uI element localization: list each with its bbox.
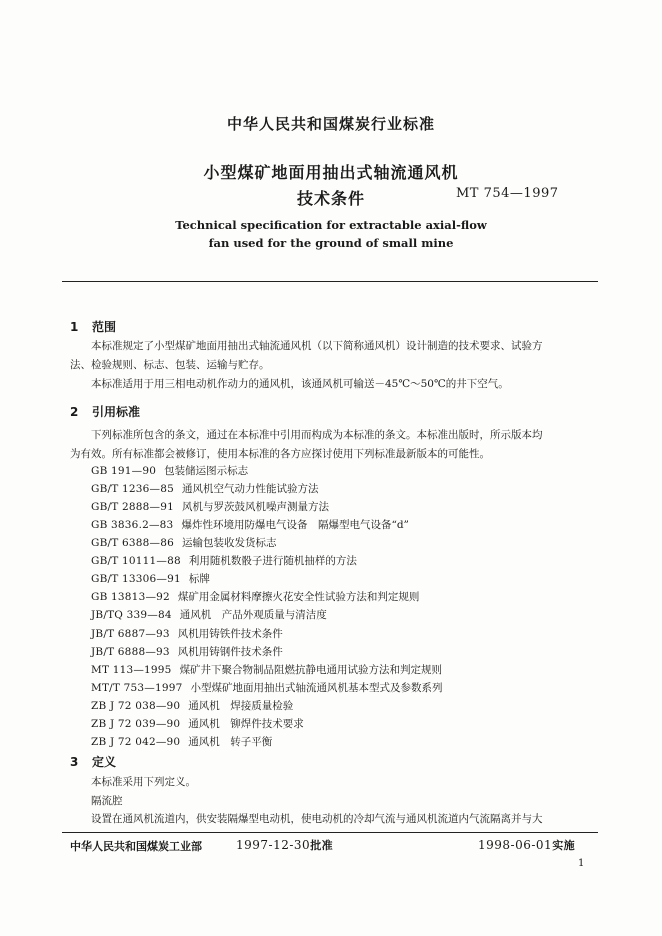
reference-title: 通风机 焊接质量检验 [188,699,294,712]
reference-title: 通风机 转子平衡 [188,735,273,748]
paragraph-line: 本标准规定了小型煤矿地面用抽出式轴流通风机（以下简称通风机）设计制造的技术要求、试验方 [91,340,543,352]
reference-item [91,517,409,532]
reference-item [91,481,318,496]
reference-item [91,644,283,659]
standard-number: MT 754—1997 [456,186,559,201]
section-2-paragraph-1-cont [70,445,598,464]
section-title: 范围 [92,320,117,334]
reference-item [91,662,442,677]
document-title-line1: 小型煤矿地面用抽出式轴流通风机 [203,163,459,182]
definition-text [70,810,598,829]
term-label: 隔流腔 [91,795,123,807]
reference-item [91,734,272,749]
reference-item [91,698,293,713]
section-number: 3 [70,755,79,769]
reference-code: MT 113—1995 [91,663,172,676]
implementation-date-line [478,837,575,853]
section-1-paragraph-1-cont [70,356,598,375]
section-title: 定义 [92,755,117,769]
reference-title: 通风机空气动力性能试验方法 [181,483,319,496]
header-divider [62,281,598,282]
reference-code: ZB J 72 039—90 [91,717,181,730]
reference-item [91,553,357,568]
page-number: 1 [578,858,585,869]
paragraph-line: 为有效。所有标准都会被修订，使用本标准的各方应探讨使用下列标准最新版本的可能性。 [70,448,490,460]
reference-code: GB 13813—92 [91,591,170,604]
industry-standard-heading: 中华人民共和国煤炭行业标准 [226,115,435,133]
issue-date-line [236,837,333,853]
reference-item [91,607,327,622]
reference-item [91,499,329,514]
reference-title: 通风机 产品外观质量与清洁度 [179,609,327,622]
reference-code: GB/T 13306—91 [91,573,181,586]
reference-code: GB 3836.2—83 [91,519,174,532]
implementation-date: 1998-06-01 [478,838,553,852]
english-title-line1: Technical specification for extractable axial-flow [175,218,487,232]
reference-code: GB/T 10111—88 [91,555,181,568]
reference-code: GB/T 2888—91 [91,501,174,514]
paragraph-line: 法、检验规则、标志、包装、运输与贮存。 [70,359,270,371]
reference-code: ZB J 72 042—90 [91,735,181,748]
reference-item [91,571,210,586]
reference-title: 煤矿用金属材料摩擦火花安全性试验方法和判定规则 [177,591,420,604]
reference-item [91,716,304,731]
reference-code: MT/T 753—1997 [91,681,183,694]
section-2-heading [70,403,140,420]
reference-title: 小型煤矿地面用抽出式轴流通风机基本型式及参数系列 [190,681,443,694]
reference-title: 风机与罗茨鼓风机噪声测量方法 [181,501,329,514]
section-1-paragraph-2 [70,375,598,394]
reference-code: ZB J 72 038—90 [91,699,181,712]
reference-code: JB/TQ 339—84 [91,609,172,622]
issue-date: 1997-12-30 [236,838,311,852]
reference-item [91,680,443,695]
section-number: 2 [70,405,79,419]
section-3-paragraph-1 [70,773,598,792]
section-3-heading [70,753,116,770]
footer-divider [62,832,598,833]
reference-title: 煤矿井下聚合物制品阻燃抗静电通用试验方法和判定规则 [179,663,443,676]
section-number: 1 [70,320,79,334]
reference-code: JB/T 6887—93 [91,627,170,640]
paragraph-line: 设置在通风机流道内，供安装隔爆型电动机，使电动机的冷却气流与通风机流道内气流隔离并与大 [91,813,543,825]
paragraph-line: 本标准适用于用三相电动机作动力的通风机，该通风机可输送－45℃～50℃的井下空气。 [91,378,509,390]
section-1-paragraph-1 [70,337,598,356]
reference-item [91,535,276,550]
paragraph-line: 本标准采用下列定义。 [91,776,196,788]
english-title-line2: fan used for the ground of small mine [208,236,454,250]
reference-title: 利用随机数骰子进行随机抽样的方法 [188,555,357,568]
reference-item [91,463,248,478]
reference-code: GB 191—90 [91,465,157,477]
reference-title: 运输包装收发货标志 [181,537,277,550]
reference-code: GB/T 6388—86 [91,537,174,550]
reference-code: GB/T 1236—85 [91,483,174,496]
section-1-heading [70,318,116,335]
section-2-paragraph-1 [70,426,598,445]
reference-title: 通风机 铆焊件技术要求 [188,717,304,730]
reference-item [91,589,419,604]
reference-title: 爆炸性环境用防爆电气设备 隔爆型电气设备“d” [181,519,409,532]
reference-code: JB/T 6888—93 [91,645,170,658]
paragraph-line: 下列标准所包含的条文，通过在本标准中引用而构成为本标准的条文。本标准出版时，所示版本均 [91,429,543,441]
reference-title: 风机用铸钢件技术条件 [177,645,283,658]
reference-title: 风机用铸铁件技术条件 [177,627,283,640]
document-title-line2: 技术条件 [296,189,365,208]
section-title: 引用标准 [92,405,141,419]
definition-term [70,792,598,811]
issue-label: 批准 [310,839,334,852]
reference-title: 包装储运图示标志 [164,465,249,477]
reference-item [91,626,283,641]
implementation-label: 实施 [552,839,576,852]
reference-title: 标牌 [188,573,210,586]
issuing-authority: 中华人民共和国煤炭工业部 [70,840,202,853]
